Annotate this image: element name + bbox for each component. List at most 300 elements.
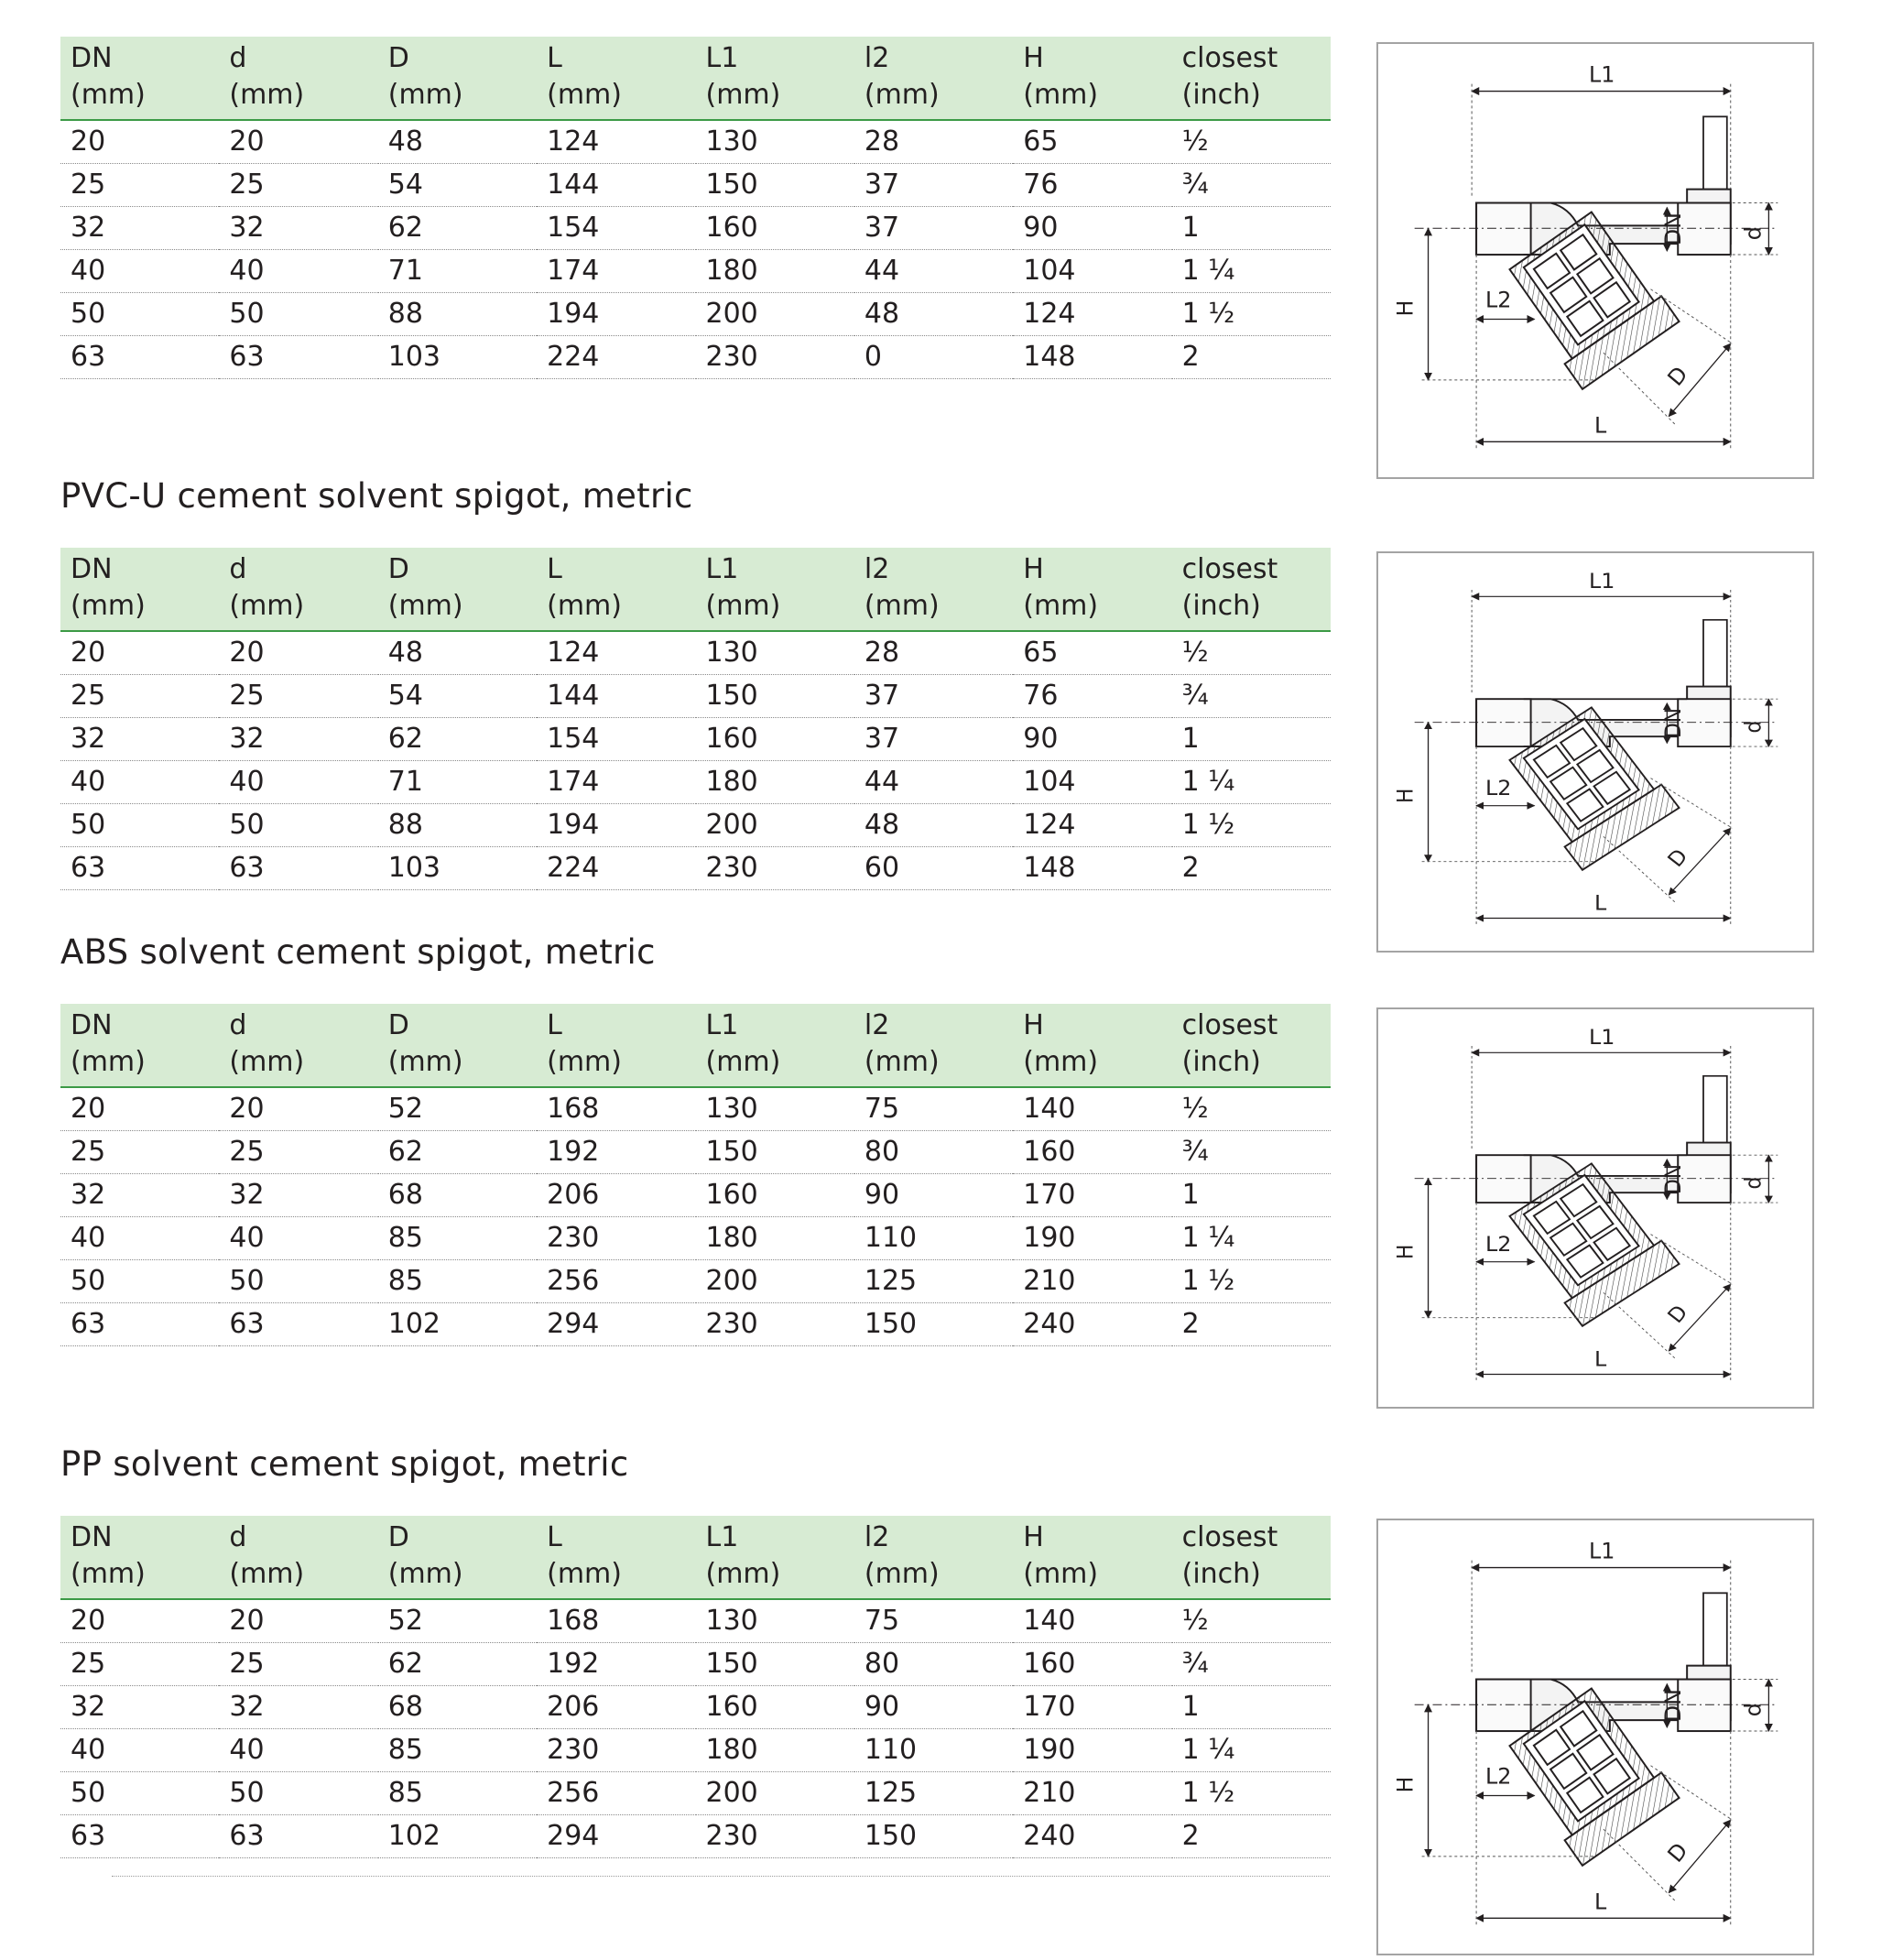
label-H: H bbox=[1393, 1244, 1419, 1259]
label-D: D bbox=[1662, 1837, 1693, 1867]
column-header bbox=[1013, 548, 1171, 631]
table-cell: 48 bbox=[378, 120, 537, 164]
column-header bbox=[537, 1004, 695, 1087]
table-cell: 102 bbox=[378, 1303, 537, 1346]
table-cell: 240 bbox=[1013, 1303, 1171, 1346]
table-cell: ¾ bbox=[1172, 1131, 1331, 1174]
table-cell: 28 bbox=[854, 631, 1013, 675]
column-header bbox=[854, 548, 1013, 631]
table-cell: 1 bbox=[1172, 718, 1331, 761]
table-cell: 62 bbox=[378, 207, 537, 250]
table-cell: 65 bbox=[1013, 120, 1171, 164]
table-cell: 88 bbox=[378, 293, 537, 336]
table-cell: 1 ¼ bbox=[1172, 1217, 1331, 1260]
column-header bbox=[1013, 37, 1171, 120]
column-header bbox=[854, 37, 1013, 120]
table-cell: 80 bbox=[854, 1131, 1013, 1174]
table-cell: 62 bbox=[378, 1131, 537, 1174]
column-header bbox=[537, 37, 695, 120]
table-cell: 75 bbox=[854, 1087, 1013, 1131]
table-cell: 62 bbox=[378, 1643, 537, 1686]
column-header bbox=[537, 1516, 695, 1599]
table-cell: 2 bbox=[1172, 847, 1331, 890]
table-cell: 76 bbox=[1013, 675, 1171, 718]
table-cell: 32 bbox=[60, 1686, 219, 1729]
table-cell: 90 bbox=[1013, 207, 1171, 250]
label-L: L bbox=[1594, 412, 1607, 439]
table-row bbox=[60, 250, 1331, 293]
column-unit: (inch) bbox=[1181, 1046, 1261, 1078]
table-cell: 200 bbox=[696, 804, 854, 847]
table-cell: 294 bbox=[537, 1303, 695, 1346]
column-header bbox=[378, 548, 537, 631]
table-cell: 1 ¼ bbox=[1172, 761, 1331, 804]
table-cell: 140 bbox=[1013, 1087, 1171, 1131]
column-unit: (mm) bbox=[864, 590, 940, 622]
column-unit: (mm) bbox=[71, 1046, 146, 1078]
table-cell: 25 bbox=[60, 1131, 219, 1174]
table-cell: 40 bbox=[60, 761, 219, 804]
table-cell: 20 bbox=[60, 1087, 219, 1131]
table-cell: 0 bbox=[854, 336, 1013, 379]
column-unit: (mm) bbox=[71, 590, 146, 622]
column-name: L1 bbox=[705, 1009, 739, 1041]
table-cell: 180 bbox=[696, 250, 854, 293]
column-name: l2 bbox=[864, 1009, 890, 1041]
column-name: D bbox=[387, 42, 409, 74]
table-cell: 160 bbox=[696, 1686, 854, 1729]
column-unit: (mm) bbox=[1023, 1558, 1099, 1590]
table-row bbox=[60, 1217, 1331, 1260]
table-cell: 124 bbox=[537, 120, 695, 164]
table-cell: 1 ¼ bbox=[1172, 1729, 1331, 1772]
table-cell: 230 bbox=[537, 1729, 695, 1772]
column-name: L bbox=[547, 1009, 562, 1041]
column-name: H bbox=[1023, 1521, 1044, 1553]
table-cell: 125 bbox=[854, 1772, 1013, 1815]
table-cell: 130 bbox=[696, 1599, 854, 1643]
table-cell: 20 bbox=[219, 1599, 377, 1643]
table-cell: 75 bbox=[854, 1599, 1013, 1643]
table-cell: 37 bbox=[854, 164, 1013, 207]
table-cell: 160 bbox=[696, 207, 854, 250]
table-cell: 25 bbox=[60, 1643, 219, 1686]
table-cell: 2 bbox=[1172, 1303, 1331, 1346]
y-strainer-drawing bbox=[1376, 551, 1814, 953]
table-cell: 68 bbox=[378, 1174, 537, 1217]
table-cell: 230 bbox=[696, 336, 854, 379]
table-cell: 180 bbox=[696, 761, 854, 804]
label-d: d bbox=[1740, 1703, 1767, 1717]
table-cell: 85 bbox=[378, 1772, 537, 1815]
label-L2: L2 bbox=[1485, 1763, 1512, 1790]
table-cell: 20 bbox=[60, 120, 219, 164]
label-L2: L2 bbox=[1485, 287, 1512, 313]
label-L1: L1 bbox=[1589, 61, 1615, 88]
table-cell: 25 bbox=[219, 164, 377, 207]
table-row bbox=[60, 1131, 1331, 1174]
label-D: D bbox=[1663, 844, 1693, 872]
table-row bbox=[60, 1686, 1331, 1729]
section-title-abs: ABS solvent cement spigot, metric bbox=[60, 932, 656, 972]
column-header bbox=[378, 37, 537, 120]
column-name: d bbox=[229, 1009, 247, 1041]
column-header bbox=[537, 548, 695, 631]
column-unit: (mm) bbox=[547, 1046, 622, 1078]
column-name: L1 bbox=[705, 42, 739, 74]
table-cell: 40 bbox=[219, 1217, 377, 1260]
y-strainer-drawing bbox=[1376, 1519, 1814, 1955]
column-unit: (mm) bbox=[229, 1046, 305, 1078]
table-cell: 180 bbox=[696, 1217, 854, 1260]
column-header bbox=[60, 548, 219, 631]
dimension-table bbox=[60, 1004, 1331, 1346]
column-unit: (mm) bbox=[705, 1558, 781, 1590]
table-cell: 90 bbox=[854, 1686, 1013, 1729]
column-header bbox=[854, 1004, 1013, 1087]
column-name: d bbox=[229, 42, 247, 74]
table-row bbox=[60, 293, 1331, 336]
table-cell: 50 bbox=[219, 1260, 377, 1303]
table-cell: 160 bbox=[696, 718, 854, 761]
label-DN: DN bbox=[1660, 1689, 1687, 1723]
table-cell: 200 bbox=[696, 1260, 854, 1303]
column-name: L bbox=[547, 1521, 562, 1553]
table-cell: 148 bbox=[1013, 336, 1171, 379]
table-cell: 130 bbox=[696, 120, 854, 164]
table-cell: ¾ bbox=[1172, 1643, 1331, 1686]
label-d: d bbox=[1741, 1176, 1767, 1190]
table-cell: 230 bbox=[696, 1815, 854, 1858]
table-cell: 160 bbox=[696, 1174, 854, 1217]
table-cell: 40 bbox=[219, 1729, 377, 1772]
table-cell: 50 bbox=[60, 1260, 219, 1303]
table-header bbox=[60, 1004, 1331, 1087]
table-cell: 1 ½ bbox=[1172, 1260, 1331, 1303]
table-cell: 210 bbox=[1013, 1260, 1171, 1303]
column-name: d bbox=[229, 553, 247, 585]
table-cell: 50 bbox=[60, 804, 219, 847]
column-name: DN bbox=[71, 1009, 113, 1041]
table-cell: 63 bbox=[219, 336, 377, 379]
table-row bbox=[60, 718, 1331, 761]
column-name: DN bbox=[71, 42, 113, 74]
column-header bbox=[854, 1516, 1013, 1599]
table-cell: 150 bbox=[854, 1815, 1013, 1858]
footer-divider bbox=[112, 1876, 1330, 1877]
table-cell: 103 bbox=[378, 847, 537, 890]
table-row bbox=[60, 1174, 1331, 1217]
table-cell: 88 bbox=[378, 804, 537, 847]
table-row bbox=[60, 120, 1331, 164]
table-cell: 130 bbox=[696, 631, 854, 675]
column-header bbox=[1172, 1004, 1331, 1087]
table-cell: 174 bbox=[537, 761, 695, 804]
table-cell: 2 bbox=[1172, 1815, 1331, 1858]
table-cell: 44 bbox=[854, 761, 1013, 804]
dimension-table bbox=[60, 548, 1331, 890]
column-name: D bbox=[387, 553, 409, 585]
label-D: D bbox=[1663, 1301, 1693, 1328]
table-cell: 144 bbox=[537, 675, 695, 718]
table-cell: 170 bbox=[1013, 1174, 1171, 1217]
column-name: l2 bbox=[864, 553, 890, 585]
label-L1: L1 bbox=[1589, 571, 1615, 593]
column-unit: (mm) bbox=[547, 79, 622, 111]
table-cell: 104 bbox=[1013, 250, 1171, 293]
table-cell: 85 bbox=[378, 1217, 537, 1260]
table-cell: 192 bbox=[537, 1131, 695, 1174]
dimension-table bbox=[60, 1516, 1331, 1858]
label-d: d bbox=[1740, 226, 1767, 241]
table-cell: 40 bbox=[219, 250, 377, 293]
table-row bbox=[60, 847, 1331, 890]
table-cell: 1 ¼ bbox=[1172, 250, 1331, 293]
table-row bbox=[60, 1815, 1331, 1858]
column-header bbox=[1172, 548, 1331, 631]
table-cell: 110 bbox=[854, 1217, 1013, 1260]
table-cell: 25 bbox=[219, 675, 377, 718]
table-cell: 50 bbox=[219, 293, 377, 336]
column-header bbox=[696, 548, 854, 631]
table-cell: 1 bbox=[1172, 1174, 1331, 1217]
column-header bbox=[696, 1004, 854, 1087]
table-cell: 168 bbox=[537, 1599, 695, 1643]
column-header bbox=[1013, 1004, 1171, 1087]
table-cell: 32 bbox=[219, 718, 377, 761]
table-cell: 154 bbox=[537, 718, 695, 761]
column-unit: (mm) bbox=[547, 1558, 622, 1590]
table-cell: 144 bbox=[537, 164, 695, 207]
label-DN: DN bbox=[1661, 707, 1687, 738]
column-unit: (mm) bbox=[71, 79, 146, 111]
table-cell: 63 bbox=[60, 1815, 219, 1858]
table-cell: 160 bbox=[1013, 1643, 1171, 1686]
table-cell: 48 bbox=[854, 293, 1013, 336]
column-header bbox=[219, 548, 377, 631]
table-cell: 124 bbox=[1013, 293, 1171, 336]
table-cell: 192 bbox=[537, 1643, 695, 1686]
label-L: L bbox=[1594, 892, 1607, 916]
table-row bbox=[60, 207, 1331, 250]
column-unit: (mm) bbox=[705, 79, 781, 111]
table-cell: 32 bbox=[219, 1174, 377, 1217]
table-cell: ½ bbox=[1172, 1599, 1331, 1643]
table-cell: 150 bbox=[696, 1643, 854, 1686]
column-unit: (inch) bbox=[1181, 1558, 1261, 1590]
table-cell: 190 bbox=[1013, 1729, 1171, 1772]
column-name: H bbox=[1023, 1009, 1044, 1041]
table-cell: 65 bbox=[1013, 631, 1171, 675]
column-name: H bbox=[1023, 553, 1044, 585]
table-cell: 150 bbox=[696, 1131, 854, 1174]
column-unit: (inch) bbox=[1181, 590, 1261, 622]
table-cell: 62 bbox=[378, 718, 537, 761]
column-name: closest bbox=[1181, 1521, 1278, 1553]
column-unit: (inch) bbox=[1181, 79, 1261, 111]
table-cell: 40 bbox=[60, 1729, 219, 1772]
label-L: L bbox=[1594, 1348, 1607, 1372]
table-cell: 28 bbox=[854, 120, 1013, 164]
table-cell: 200 bbox=[696, 1772, 854, 1815]
label-DN: DN bbox=[1661, 1163, 1687, 1194]
table-cell: 1 bbox=[1172, 1686, 1331, 1729]
column-name: L1 bbox=[705, 1521, 739, 1553]
table-cell: 150 bbox=[854, 1303, 1013, 1346]
table-cell: 25 bbox=[60, 164, 219, 207]
column-name: L bbox=[547, 42, 562, 74]
table-cell: 44 bbox=[854, 250, 1013, 293]
column-unit: (mm) bbox=[864, 1558, 940, 1590]
table-cell: 20 bbox=[219, 120, 377, 164]
table-cell: 194 bbox=[537, 293, 695, 336]
table-cell: ½ bbox=[1172, 120, 1331, 164]
table-cell: 102 bbox=[378, 1815, 537, 1858]
table-header bbox=[60, 37, 1331, 120]
table-cell: 150 bbox=[696, 164, 854, 207]
table-cell: 25 bbox=[219, 1643, 377, 1686]
table-cell: 48 bbox=[378, 631, 537, 675]
column-header bbox=[60, 1004, 219, 1087]
table-cell: 60 bbox=[854, 847, 1013, 890]
column-header bbox=[1172, 37, 1331, 120]
table-cell: 2 bbox=[1172, 336, 1331, 379]
table-cell: 32 bbox=[60, 1174, 219, 1217]
column-unit: (mm) bbox=[387, 1558, 463, 1590]
label-DN: DN bbox=[1660, 212, 1687, 246]
table-cell: 32 bbox=[60, 207, 219, 250]
table-cell: 200 bbox=[696, 293, 854, 336]
table-row bbox=[60, 1303, 1331, 1346]
table-cell: 90 bbox=[1013, 718, 1171, 761]
column-unit: (mm) bbox=[387, 590, 463, 622]
table-header bbox=[60, 548, 1331, 631]
table-row bbox=[60, 631, 1331, 675]
table-cell: ½ bbox=[1172, 1087, 1331, 1131]
column-unit: (mm) bbox=[864, 1046, 940, 1078]
table-cell: 256 bbox=[537, 1260, 695, 1303]
table-cell: 50 bbox=[219, 804, 377, 847]
table-cell: 103 bbox=[378, 336, 537, 379]
table-cell: 130 bbox=[696, 1087, 854, 1131]
table-cell: 125 bbox=[854, 1260, 1013, 1303]
column-name: closest bbox=[1181, 1009, 1278, 1041]
table-header bbox=[60, 1516, 1331, 1599]
table-cell: 104 bbox=[1013, 761, 1171, 804]
table-cell: 76 bbox=[1013, 164, 1171, 207]
table-cell: 20 bbox=[219, 1087, 377, 1131]
column-unit: (mm) bbox=[387, 79, 463, 111]
dimension-table bbox=[60, 37, 1331, 379]
column-name: l2 bbox=[864, 42, 890, 74]
table-cell: 50 bbox=[219, 1772, 377, 1815]
table-cell: ¾ bbox=[1172, 164, 1331, 207]
column-name: l2 bbox=[864, 1521, 890, 1553]
table-cell: 230 bbox=[696, 1303, 854, 1346]
table-cell: ¾ bbox=[1172, 675, 1331, 718]
column-header bbox=[219, 37, 377, 120]
table-cell: 54 bbox=[378, 675, 537, 718]
label-L: L bbox=[1594, 1889, 1607, 1915]
column-name: H bbox=[1023, 42, 1044, 74]
table-cell: 25 bbox=[219, 1131, 377, 1174]
table-row bbox=[60, 1260, 1331, 1303]
table-cell: 160 bbox=[1013, 1131, 1171, 1174]
table-cell: 63 bbox=[60, 1303, 219, 1346]
label-H: H bbox=[1392, 1776, 1419, 1793]
table-cell: 52 bbox=[378, 1599, 537, 1643]
column-unit: (mm) bbox=[229, 79, 305, 111]
table-cell: 124 bbox=[1013, 804, 1171, 847]
table-cell: 240 bbox=[1013, 1815, 1171, 1858]
table-cell: 63 bbox=[219, 1815, 377, 1858]
column-name: D bbox=[387, 1009, 409, 1041]
table-cell: 48 bbox=[854, 804, 1013, 847]
table-cell: 194 bbox=[537, 804, 695, 847]
table-cell: 50 bbox=[60, 293, 219, 336]
table-cell: 140 bbox=[1013, 1599, 1171, 1643]
table-cell: 68 bbox=[378, 1686, 537, 1729]
column-name: L1 bbox=[705, 553, 739, 585]
table-cell: 206 bbox=[537, 1686, 695, 1729]
table-cell: 37 bbox=[854, 718, 1013, 761]
table-cell: 71 bbox=[378, 250, 537, 293]
table-cell: 32 bbox=[219, 1686, 377, 1729]
table-cell: 63 bbox=[60, 847, 219, 890]
table-cell: 206 bbox=[537, 1174, 695, 1217]
table-cell: 124 bbox=[537, 631, 695, 675]
column-unit: (mm) bbox=[705, 1046, 781, 1078]
table-cell: 85 bbox=[378, 1729, 537, 1772]
label-L1: L1 bbox=[1589, 1027, 1615, 1050]
table-cell: 37 bbox=[854, 675, 1013, 718]
label-H: H bbox=[1393, 788, 1419, 803]
table-row bbox=[60, 1599, 1331, 1643]
table-cell: 1 ½ bbox=[1172, 293, 1331, 336]
table-cell: 154 bbox=[537, 207, 695, 250]
table-cell: 1 ½ bbox=[1172, 804, 1331, 847]
table-cell: 50 bbox=[60, 1772, 219, 1815]
y-strainer-drawing bbox=[1376, 42, 1814, 479]
label-L2: L2 bbox=[1485, 1233, 1512, 1257]
column-name: L bbox=[547, 553, 562, 585]
column-name: DN bbox=[71, 1521, 113, 1553]
table-cell: 63 bbox=[219, 847, 377, 890]
table-cell: 54 bbox=[378, 164, 537, 207]
column-header bbox=[378, 1516, 537, 1599]
table-row bbox=[60, 1087, 1331, 1131]
column-unit: (mm) bbox=[1023, 590, 1099, 622]
table-cell: 190 bbox=[1013, 1217, 1171, 1260]
table-cell: 40 bbox=[219, 761, 377, 804]
column-header bbox=[696, 37, 854, 120]
table-row bbox=[60, 675, 1331, 718]
table-cell: 32 bbox=[219, 207, 377, 250]
table-cell: 37 bbox=[854, 207, 1013, 250]
table-row bbox=[60, 1772, 1331, 1815]
table-cell: ½ bbox=[1172, 631, 1331, 675]
column-header bbox=[696, 1516, 854, 1599]
table-cell: 80 bbox=[854, 1643, 1013, 1686]
column-unit: (mm) bbox=[705, 590, 781, 622]
column-header bbox=[219, 1004, 377, 1087]
label-L1: L1 bbox=[1589, 1538, 1615, 1564]
table-cell: 25 bbox=[60, 675, 219, 718]
column-header bbox=[219, 1516, 377, 1599]
table-cell: 40 bbox=[60, 250, 219, 293]
column-unit: (mm) bbox=[71, 1558, 146, 1590]
table-cell: 168 bbox=[537, 1087, 695, 1131]
